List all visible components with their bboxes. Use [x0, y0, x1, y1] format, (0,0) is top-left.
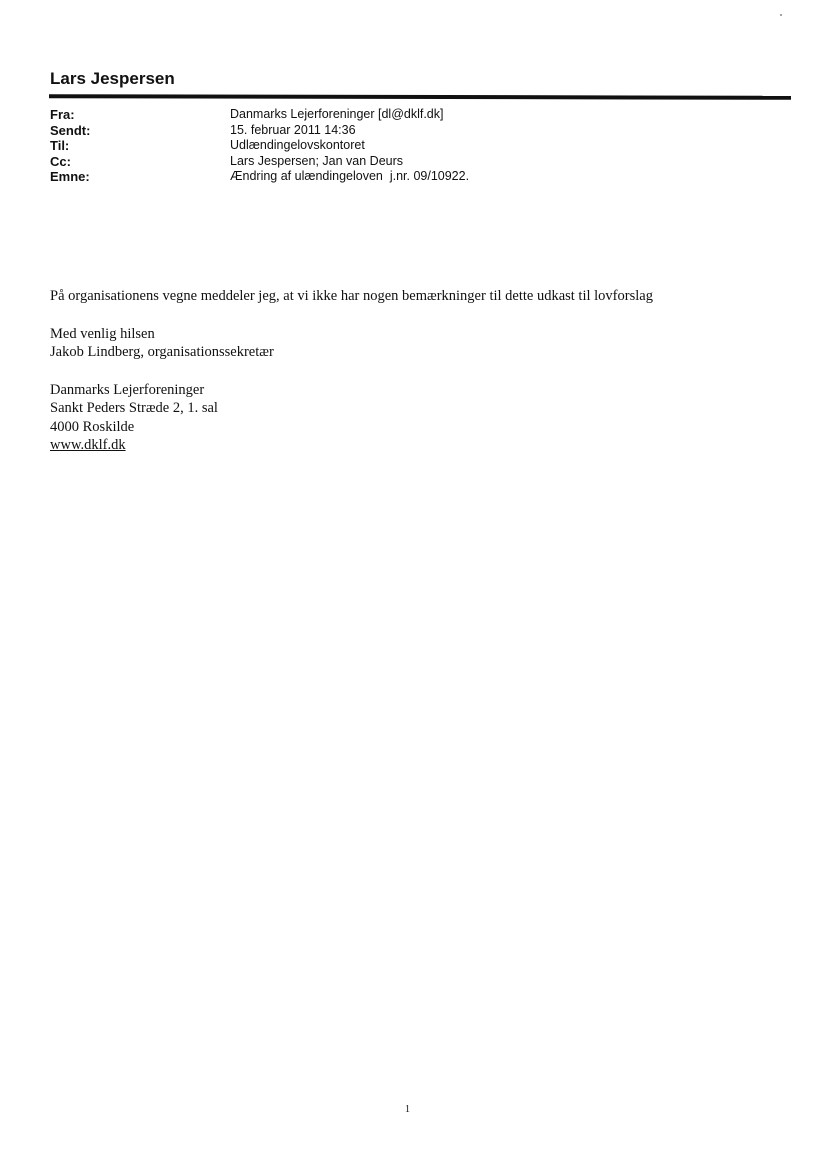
cc-value: Lars Jespersen; Jan van Deurs — [230, 153, 404, 168]
from-label: Fra: — [50, 107, 75, 122]
header-row-from — [50, 107, 770, 123]
header-row-cc — [50, 154, 770, 170]
page-owner-name: Lars Jespersen — [50, 69, 175, 88]
cc-label: Cc: — [50, 153, 71, 169]
email-header-fields — [50, 107, 770, 185]
sent-value: 15. februar 2011 14:36 — [230, 122, 356, 137]
email-body — [50, 287, 770, 455]
header-row-to — [50, 138, 770, 154]
page-number: 1 — [405, 1104, 410, 1115]
sent-label: Sendt: — [50, 122, 91, 138]
from-value: Danmarks Lejerforeninger [dl@dklf.dk] — [230, 107, 444, 121]
scan-speck — [780, 14, 782, 16]
greeting: Med venlig hilsen — [50, 325, 155, 342]
to-value: Udlændingelovskontoret — [230, 138, 365, 152]
header-rule — [49, 94, 791, 100]
message-text: På organisationens vegne meddeler jeg, at vi ikke har nogen bemærkninger til dette udkast til lovforslag — [50, 288, 653, 304]
header-row-subject — [50, 169, 770, 185]
city-line: 4000 Roskilde — [50, 418, 135, 435]
header-row-sent — [50, 123, 770, 139]
website-link[interactable]: www.dklf.dk — [50, 437, 126, 453]
org-name: Danmarks Lejerforeninger — [50, 381, 205, 398]
subject-value: Ændring af ulændingeloven j.nr. 09/10922. — [230, 169, 470, 183]
signer: Jakob Lindberg, organisationssekretær — [50, 344, 274, 360]
address-line: Sankt Peders Stræde 2, 1. sal — [50, 400, 218, 416]
subject-label: Emne: — [50, 169, 90, 184]
to-label: Til: — [50, 138, 70, 153]
